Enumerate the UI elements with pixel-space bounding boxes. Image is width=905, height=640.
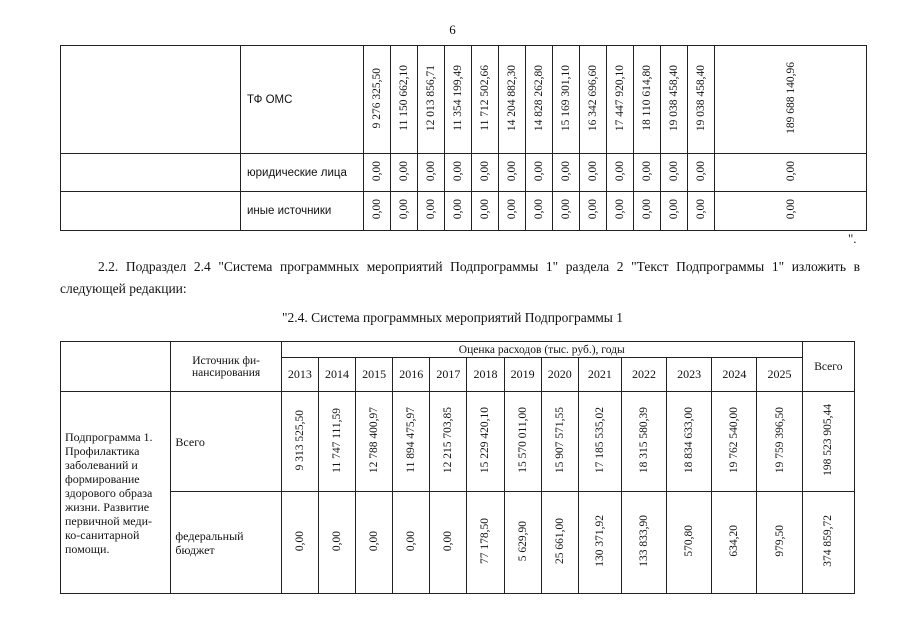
year-header: 2021 [578, 358, 621, 392]
table1-value-cell [499, 154, 526, 192]
table1-total-cell [715, 192, 867, 231]
table1-total: 189 688 140,96 [784, 62, 797, 134]
table1-total: 0,00 [784, 160, 797, 182]
table2-value-cell [712, 492, 757, 594]
table1-value-cell [661, 192, 688, 231]
end-quote: ". [848, 231, 857, 246]
table1-value-cell [580, 46, 607, 154]
table1-value: 0,00 [668, 199, 680, 220]
table1-value-cell [607, 154, 634, 192]
table2-value-cell [318, 492, 355, 594]
table1-value: 0,00 [587, 199, 599, 220]
table1-value-cell [445, 154, 472, 192]
table2-value-cell [281, 492, 318, 594]
table2-value-cell [430, 492, 467, 594]
table1-value: 18 110 614,80 [641, 65, 653, 131]
table1-value: 19 038 458,40 [668, 64, 680, 132]
table2-value-cell [356, 492, 393, 594]
table1-value: 11 712 502,66 [479, 65, 491, 131]
table2-value: 19 759 396,50 [773, 406, 786, 474]
table2-total: 374 859,72 [822, 515, 835, 567]
table2-value: 5 629,90 [516, 520, 529, 562]
table1-value-cell [364, 154, 391, 192]
table2-value-cell [467, 492, 504, 594]
table1-value-cell [553, 192, 580, 231]
table2-value-cell [318, 392, 355, 492]
table1-value: 0,00 [479, 199, 491, 220]
year-header: 2014 [318, 358, 355, 392]
table1-row [61, 192, 867, 231]
table2-value: 15 907 571,55 [553, 406, 566, 474]
year-header: 2019 [504, 358, 541, 392]
table1-value-cell [580, 154, 607, 192]
table1-source-cell: юридические лица [241, 154, 364, 192]
table1-value-cell [607, 46, 634, 154]
table2-value-cell [667, 492, 712, 594]
table2-total-cell [802, 492, 854, 594]
table1-value-cell [472, 192, 499, 231]
table1-value: 0,00 [533, 199, 545, 220]
table2-value: 18 315 580,39 [638, 406, 650, 474]
table1-value: 9 276 325,50 [371, 67, 383, 129]
table2-value: 11 747 111,59 [330, 407, 343, 473]
table2-value-cell [757, 492, 802, 594]
table1-value-cell [526, 192, 553, 231]
table2-row [61, 392, 855, 492]
table2-value-cell [541, 492, 578, 594]
table1-empty-cell [61, 192, 241, 231]
table2-value-cell [356, 392, 393, 492]
table1-value: 0,00 [506, 199, 518, 220]
table1-value: 0,00 [398, 199, 410, 220]
table1-value: 15 169 301,10 [560, 64, 572, 132]
table1-value: 0,00 [371, 160, 383, 182]
table1-value-cell [553, 46, 580, 154]
table1-value-cell [634, 154, 661, 192]
table1-value: 0,00 [560, 160, 572, 182]
table1-value-cell [418, 46, 445, 154]
table2-value-cell [430, 392, 467, 492]
section-subtitle: "2.4. Система программных мероприятий Подпрограммы 1 [281, 310, 623, 325]
table2-value: 0,00 [405, 530, 418, 552]
table1-value-cell [391, 154, 418, 192]
table2-value-cell [281, 392, 318, 492]
table2-value: 17 185 535,02 [593, 406, 606, 474]
table1-source-cell: ТФ ОМС [241, 46, 364, 154]
table1-value-cell [445, 46, 472, 154]
table1-value-cell [364, 46, 391, 154]
table2-value: 634,20 [728, 525, 741, 557]
table1-value: 0,00 [614, 199, 626, 220]
funding-table-continued [60, 45, 867, 231]
year-header: 2016 [393, 358, 430, 392]
table1-total-cell [715, 46, 867, 154]
table1-value-cell [580, 192, 607, 231]
table2-value-cell [757, 392, 802, 492]
page-number: 6 [449, 22, 456, 37]
table1-value: 0,00 [425, 199, 437, 220]
table2-value: 130 371,92 [593, 515, 606, 567]
table1-value-cell [364, 192, 391, 231]
amendment-paragraph: 2.2. Подраздел 2.4 "Система программных мероприятий Подпрограммы 1" раздела 2 "Текст Подпрограммы 1" изложить в следующей редакции: [60, 259, 860, 296]
header-total: Всего [802, 342, 854, 392]
table2-value: 133 833,90 [638, 515, 650, 567]
table1-value-cell [418, 154, 445, 192]
table1-value-cell [607, 192, 634, 231]
table1-value: 14 828 262,80 [533, 64, 545, 132]
table1-value: 0,00 [614, 160, 626, 182]
table1-value-cell [499, 192, 526, 231]
year-header: 2018 [467, 358, 504, 392]
table2-value: 0,00 [293, 530, 306, 552]
table1-value: 0,00 [668, 160, 680, 182]
table2-value: 979,50 [773, 525, 786, 557]
table1-value: 0,00 [533, 160, 545, 182]
table2-row [61, 492, 855, 594]
table2-value: 15 570 011,00 [516, 407, 529, 473]
table1-value-cell [688, 46, 715, 154]
table2-value: 570,80 [683, 525, 696, 557]
table2-value: 77 178,50 [479, 518, 492, 564]
table2-source-cell: Всего [171, 392, 281, 492]
table2-value: 9 313 525,50 [293, 409, 306, 471]
year-header: 2023 [667, 358, 712, 392]
table1-value-cell [553, 154, 580, 192]
table2-value: 11 894 475,97 [405, 407, 418, 473]
table2-value: 12 215 703,85 [442, 406, 455, 474]
table1-source-cell: иные источники [241, 192, 364, 231]
table1-value-cell [472, 46, 499, 154]
table1-value: 0,00 [641, 160, 653, 182]
table1-value-cell [661, 46, 688, 154]
year-header: 2025 [757, 358, 802, 392]
table1-empty-cell [61, 46, 241, 154]
table2-value-cell [578, 492, 621, 594]
table1-value: 16 342 696,60 [587, 64, 599, 132]
table1-value: 11 150 662,10 [398, 65, 410, 131]
table1-value-cell [499, 46, 526, 154]
table2-value-cell [578, 392, 621, 492]
table2-value-cell [393, 492, 430, 594]
year-header: 2024 [712, 358, 757, 392]
table1-total: 0,00 [784, 199, 797, 220]
year-header: 2022 [621, 358, 666, 392]
header-source: Источник фи-нансирования [171, 342, 281, 392]
table2-value-cell [621, 392, 666, 492]
table1-value-cell [526, 154, 553, 192]
table2-total-cell [802, 392, 854, 492]
table1-value-cell [391, 46, 418, 154]
year-header: 2015 [356, 358, 393, 392]
table2-value-cell [541, 392, 578, 492]
table1-value: 0,00 [452, 199, 464, 220]
table1-value-cell [472, 154, 499, 192]
table1-value: 0,00 [641, 199, 653, 220]
table2-value-cell [621, 492, 666, 594]
table1-value-cell [634, 192, 661, 231]
table2-value: 0,00 [368, 530, 381, 552]
table2-value: 0,00 [330, 530, 343, 552]
year-header: 2013 [281, 358, 318, 392]
table2-value: 0,00 [442, 530, 455, 552]
table1-value: 0,00 [398, 160, 410, 182]
table1-value: 0,00 [452, 160, 464, 182]
table2-value-cell [504, 392, 541, 492]
table2-source-cell: федеральный бюджет [171, 492, 281, 594]
table2-value: 19 762 540,00 [728, 406, 741, 474]
table2-value: 15 229 420,10 [479, 406, 492, 474]
table2-value-cell [393, 392, 430, 492]
table1-value-cell [688, 192, 715, 231]
table1-value: 0,00 [695, 160, 707, 182]
year-header: 2017 [430, 358, 467, 392]
table2-value-cell [667, 392, 712, 492]
table2-value-cell [467, 392, 504, 492]
table1-value: 0,00 [560, 199, 572, 220]
table1-value-cell [526, 46, 553, 154]
table1-value: 19 038 458,40 [695, 64, 707, 132]
table2-value: 12 788 400,97 [368, 406, 381, 474]
table1-value: 12 013 856,71 [425, 64, 437, 132]
table1-row [61, 154, 867, 192]
table1-value: 0,00 [479, 160, 491, 182]
table1-value-cell [634, 46, 661, 154]
table2-value: 25 661,00 [553, 518, 566, 564]
table1-empty-cell [61, 154, 241, 192]
table1-value: 0,00 [371, 199, 383, 220]
table1-value-cell [391, 192, 418, 231]
table1-value: 14 204 882,30 [506, 64, 518, 132]
table1-value: 0,00 [587, 160, 599, 182]
header-empty [61, 342, 171, 392]
table1-value: 0,00 [695, 199, 707, 220]
table1-row [61, 46, 867, 154]
table1-value-cell [661, 154, 688, 192]
table1-value-cell [418, 192, 445, 231]
table2-value-cell [504, 492, 541, 594]
table1-value: 0,00 [506, 160, 518, 182]
table1-total-cell [715, 154, 867, 192]
table1-value: 0,00 [425, 160, 437, 182]
table2-value-cell [712, 392, 757, 492]
table1-value-cell [688, 154, 715, 192]
table2-value: 18 834 633,00 [683, 406, 696, 474]
header-estimate: Оценка расходов (тыс. руб.), годы [281, 342, 802, 358]
table1-value-cell [445, 192, 472, 231]
table1-value: 11 354 199,49 [452, 65, 464, 131]
program-name-cell: Подпрограмма 1. Профилактика заболеваний и формирование здорового образа жизни. Развитие первичной меди-ко-санитарной помощи. [61, 392, 171, 594]
program-activities-table [60, 341, 855, 594]
table2-total: 198 523 905,44 [822, 404, 835, 476]
year-header: 2020 [541, 358, 578, 392]
table1-value: 17 447 920,10 [614, 64, 626, 132]
